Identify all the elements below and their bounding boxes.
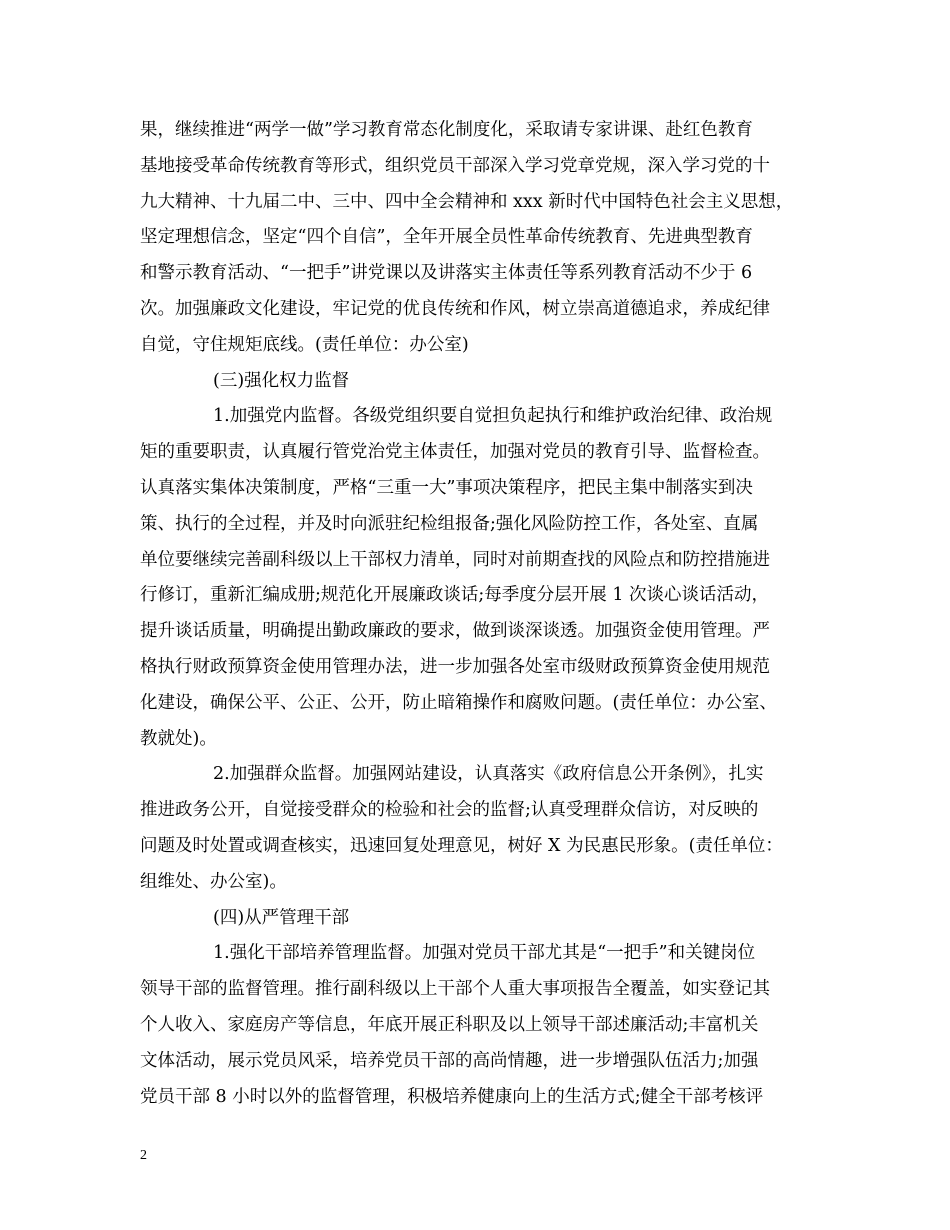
text-line: 认真落实集体决策制度，严格“三重一大”事项决策程序，把民主集中制落实到决 bbox=[140, 477, 753, 498]
text-line: 问题及时处置或调查核实，迅速回复处理意见，树好 X 为民惠民形象。(责任单位： bbox=[140, 835, 783, 856]
text-line: 格执行财政预算资金使用管理办法，进一步加强各处室市级财政预算资金使用规范 bbox=[140, 656, 770, 677]
text-line: 自觉，守住规矩底线。(责任单位：办公室) bbox=[140, 334, 469, 355]
text-line: 策、执行的全过程，并及时向派驻纪检组报备;强化风险防控工作，各处室、直属 bbox=[140, 513, 759, 534]
text-line: 坚定理想信念，坚定“四个自信”，全年开展全员性革命传统教育、先进典型教育 bbox=[140, 227, 753, 248]
text-line: 果，继续推进“两学一做”学习教育常态化制度化，采取请专家讲课、赴红色教育 bbox=[140, 120, 753, 140]
text-line: 提升谈话质量，明确提出勤政廉政的要求，做到谈深谈透。加强资金使用管理。严 bbox=[140, 621, 770, 642]
text-line: 推进政务公开，自觉接受群众的检验和社会的监督;认真受理群众信访，对反映的 bbox=[140, 800, 759, 821]
section-heading: (三)强化权力监督 bbox=[213, 370, 350, 391]
text-line: 组维处、办公室)。 bbox=[140, 871, 287, 892]
text-line: 单位要继续完善副科级以上干部权力清单，同时对前期查找的风险点和防控措施进 bbox=[140, 549, 770, 570]
paragraph-start: 1.加强党内监督。各级党组织要自觉担负起执行和维护政治纪律、政治规 bbox=[213, 406, 773, 427]
text-line: 个人收入、家庭房产等信息，年底开展正科职及以上领导干部述廉活动;丰富机关 bbox=[140, 1014, 759, 1035]
paragraph-start: 1.强化干部培养管理监督。加强对党员干部尤其是“一把手”和关键岗位 bbox=[213, 943, 756, 964]
paragraph-start: 2.加强群众监督。加强网站建设，认真落实《政府信息公开条例》，扎实 bbox=[213, 764, 764, 785]
text-line: 和警示教育活动、“一把手”讲党课以及讲落实主体责任等系列教育活动不少于 6 bbox=[140, 263, 753, 284]
text-line: 文体活动，展示党员风采，培养党员干部的高尚情趣，进一步增强队伍活力;加强 bbox=[140, 1050, 759, 1071]
body-text bbox=[140, 113, 830, 1115]
text-line: 行修订，重新汇编成册;规范化开展廉政谈话;每季度分层开展 1 次谈心谈话活动， bbox=[140, 585, 770, 606]
text-line: 九大精神、十九届二中、三中、四中全会精神和 xxx 新时代中国特色社会主义思想， bbox=[140, 191, 794, 212]
section-heading: (四)从严管理干部 bbox=[213, 907, 350, 928]
text-line: 领导干部的监督管理。推行副科级以上干部个人重大事项报告全覆盖，如实登记其 bbox=[140, 979, 770, 1000]
text-line: 化建设，确保公平、公正、公开，防止暗箱操作和腐败问题。(责任单位：办公室、 bbox=[140, 692, 777, 713]
page-number: 2 bbox=[140, 1148, 147, 1163]
text-line: 次。加强廉政文化建设，牢记党的优良传统和作风，树立崇高道德追求，养成纪律 bbox=[140, 298, 770, 319]
text-line: 矩的重要职责，认真履行管党治党主体责任，加强对党员的教育引导、监督检查。 bbox=[140, 442, 770, 463]
text-line: 党员干部 8 小时以外的监督管理，积极培养健康向上的生活方式;健全干部考核评 bbox=[140, 1086, 764, 1107]
text-line: 教就处)。 bbox=[140, 728, 217, 749]
text-line: 基地接受革命传统教育等形式，组织党员干部深入学习党章党规，深入学习党的十 bbox=[140, 155, 770, 176]
